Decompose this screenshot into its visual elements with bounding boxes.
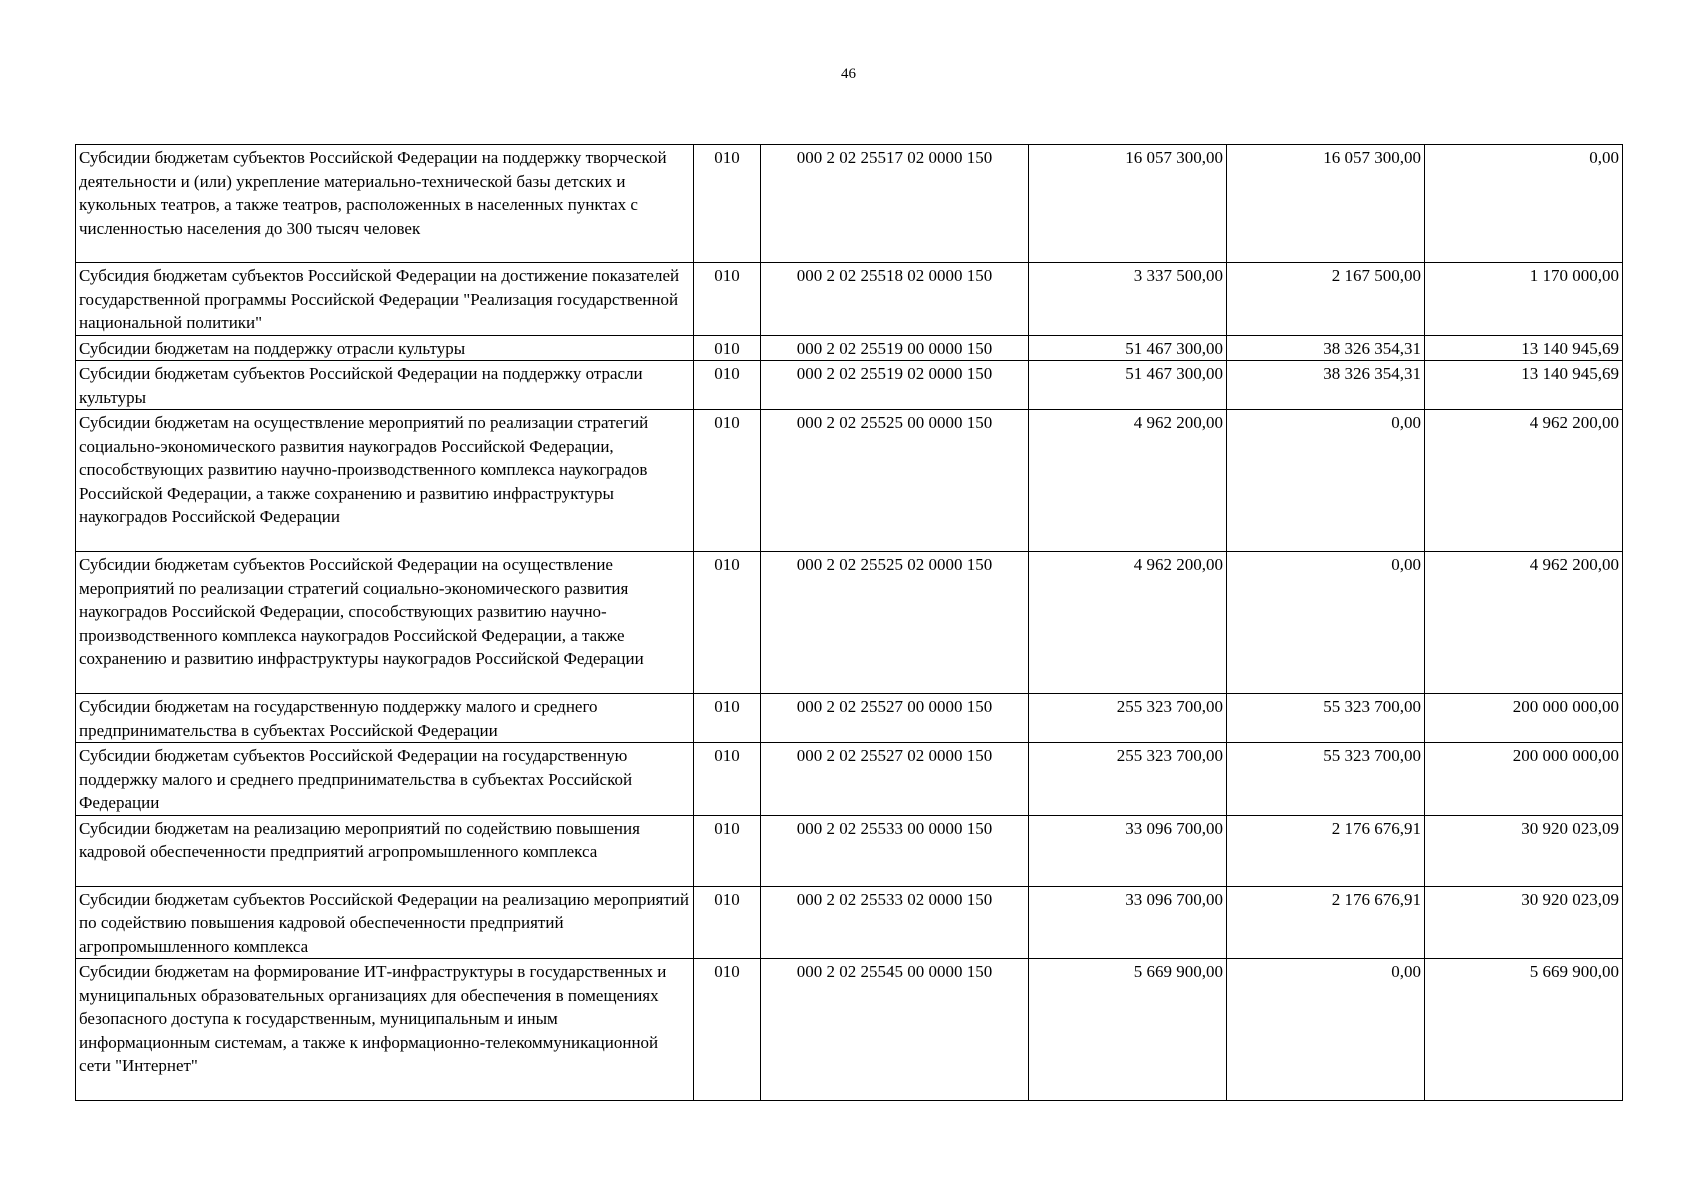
row-name: Субсидии бюджетам субъектов Российской Федерации на поддержку отрасли культуры [76,361,694,410]
row-executed: 2 176 676,91 [1227,886,1425,959]
row-name: Субсидии бюджетам на реализацию мероприятий по содействию повышения кадровой обеспеченности предприятий агропромышленного комплекса [76,815,694,886]
row-budget-code: 000 2 02 25519 02 0000 150 [761,361,1029,410]
table-row [76,410,1623,552]
table-row [76,263,1623,336]
row-budget-code: 000 2 02 25518 02 0000 150 [761,263,1029,336]
row-name: Субсидии бюджетам на осуществление мероприятий по реализации стратегий социально-экономического развития наукоградов Российской Федерации, способствующих развитию научно-производственного комплекса наукоградов Российской Федерации, а также сохранению и развитию инфраструктуры наукоградов Российской Федерации [76,410,694,552]
row-executed: 55 323 700,00 [1227,694,1425,743]
row-remaining: 200 000 000,00 [1425,743,1623,816]
row-remaining: 1 170 000,00 [1425,263,1623,336]
row-budget-code: 000 2 02 25525 02 0000 150 [761,552,1029,694]
page-number: 46 [841,66,856,82]
row-approved: 4 962 200,00 [1029,552,1227,694]
row-admin-code: 010 [694,263,761,336]
row-approved: 33 096 700,00 [1029,815,1227,886]
row-remaining: 4 962 200,00 [1425,410,1623,552]
table-row [76,743,1623,816]
row-remaining: 200 000 000,00 [1425,694,1623,743]
row-budget-code: 000 2 02 25527 00 0000 150 [761,694,1029,743]
row-approved: 3 337 500,00 [1029,263,1227,336]
row-executed: 38 326 354,31 [1227,335,1425,361]
table-row [76,815,1623,886]
row-executed: 55 323 700,00 [1227,743,1425,816]
row-name: Субсидии бюджетам субъектов Российской Федерации на поддержку творческой деятельности и (или) укрепление материально-технической базы детских и кукольных театров, а также театров, расположенных в населенных пунктах с численностью населения до 300 тысяч человек [76,145,694,263]
budget-table [75,144,1623,1101]
row-budget-code: 000 2 02 25517 02 0000 150 [761,145,1029,263]
row-name: Субсидии бюджетам на формирование ИТ-инфраструктуры в государственных и муниципальных образовательных организациях для обеспечения в помещениях безопасного доступа к государственным, муниципальным и иным информационным системам, а также к информационно-телекоммуникационной сети "Интернет" [76,959,694,1101]
row-admin-code: 010 [694,694,761,743]
row-name: Субсидии бюджетам на поддержку отрасли культуры [76,335,694,361]
table-row [76,145,1623,263]
row-admin-code: 010 [694,552,761,694]
row-executed: 2 176 676,91 [1227,815,1425,886]
row-name: Субсидия бюджетам субъектов Российской Федерации на достижение показателей государственной программы Российской Федерации "Реализация государственной национальной политики" [76,263,694,336]
row-approved: 16 057 300,00 [1029,145,1227,263]
row-approved: 255 323 700,00 [1029,743,1227,816]
row-budget-code: 000 2 02 25545 00 0000 150 [761,959,1029,1101]
table-row [76,886,1623,959]
row-executed: 16 057 300,00 [1227,145,1425,263]
row-remaining: 13 140 945,69 [1425,335,1623,361]
row-approved: 51 467 300,00 [1029,361,1227,410]
row-remaining: 5 669 900,00 [1425,959,1623,1101]
table-row [76,361,1623,410]
row-remaining: 4 962 200,00 [1425,552,1623,694]
row-budget-code: 000 2 02 25533 00 0000 150 [761,815,1029,886]
row-name: Субсидии бюджетам на государственную поддержку малого и среднего предпринимательства в субъектах Российской Федерации [76,694,694,743]
row-admin-code: 010 [694,959,761,1101]
row-name: Субсидии бюджетам субъектов Российской Федерации на реализацию мероприятий по содействию повышения кадровой обеспеченности предприятий агропромышленного комплекса [76,886,694,959]
row-admin-code: 010 [694,815,761,886]
table-row [76,959,1623,1101]
row-executed: 2 167 500,00 [1227,263,1425,336]
row-budget-code: 000 2 02 25533 02 0000 150 [761,886,1029,959]
row-budget-code: 000 2 02 25527 02 0000 150 [761,743,1029,816]
row-remaining: 0,00 [1425,145,1623,263]
row-admin-code: 010 [694,335,761,361]
row-admin-code: 010 [694,361,761,410]
row-executed: 0,00 [1227,552,1425,694]
row-admin-code: 010 [694,743,761,816]
row-executed: 0,00 [1227,959,1425,1101]
table-row [76,694,1623,743]
table-row [76,552,1623,694]
row-remaining: 30 920 023,09 [1425,815,1623,886]
row-name: Субсидии бюджетам субъектов Российской Федерации на государственную поддержку малого и среднего предпринимательства в субъектах Российской Федерации [76,743,694,816]
row-executed: 38 326 354,31 [1227,361,1425,410]
row-remaining: 30 920 023,09 [1425,886,1623,959]
table-row [76,335,1623,361]
row-approved: 255 323 700,00 [1029,694,1227,743]
row-admin-code: 010 [694,410,761,552]
row-admin-code: 010 [694,145,761,263]
row-approved: 4 962 200,00 [1029,410,1227,552]
row-budget-code: 000 2 02 25519 00 0000 150 [761,335,1029,361]
row-remaining: 13 140 945,69 [1425,361,1623,410]
row-approved: 33 096 700,00 [1029,886,1227,959]
row-name: Субсидии бюджетам субъектов Российской Федерации на осуществление мероприятий по реализации стратегий социально-экономического развития наукоградов Российской Федерации, способствующих развитию научно-производственного комплекса наукоградов Российской Федерации, а также сохранению и развитию инфраструктуры наукоградов Российской Федерации [76,552,694,694]
row-admin-code: 010 [694,886,761,959]
row-executed: 0,00 [1227,410,1425,552]
row-approved: 51 467 300,00 [1029,335,1227,361]
row-budget-code: 000 2 02 25525 00 0000 150 [761,410,1029,552]
row-approved: 5 669 900,00 [1029,959,1227,1101]
